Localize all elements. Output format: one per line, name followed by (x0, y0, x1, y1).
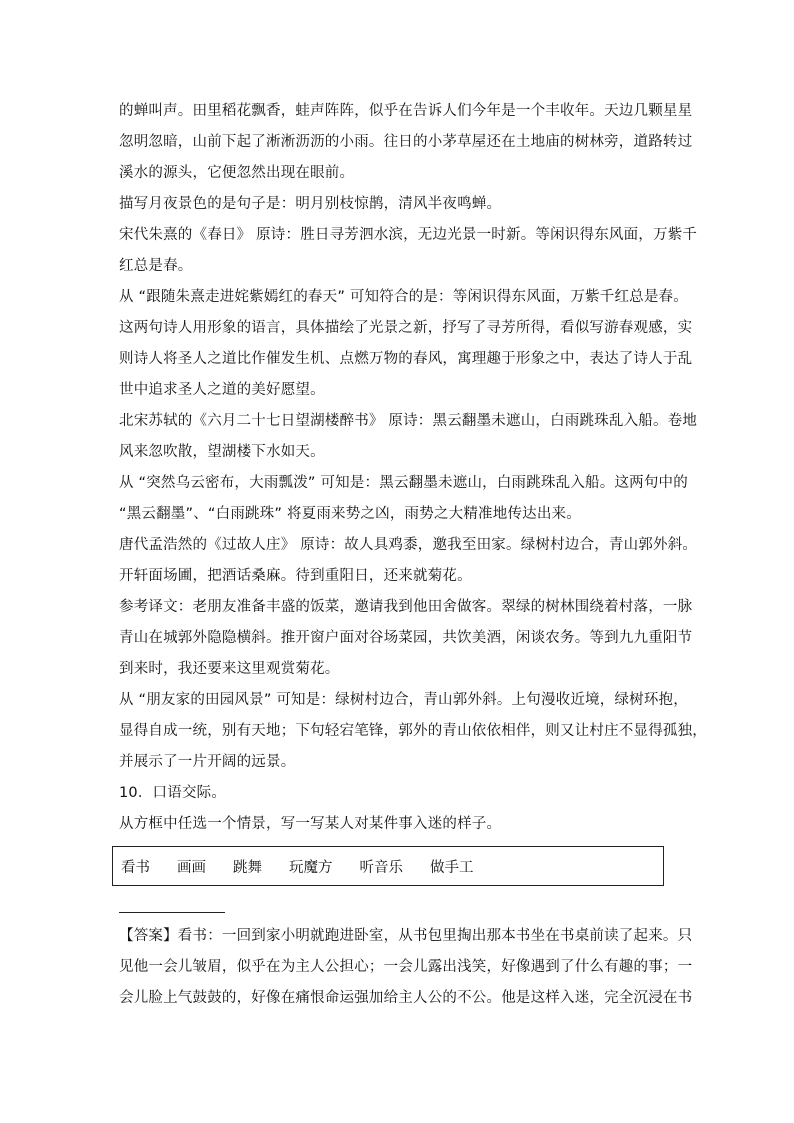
text-line: 显得自成一统，别有天地；下句轻宕笔锋，郭外的青山依依相伴，则又让村庄不显得孤独， (119, 723, 707, 739)
text-line: 溪水的源头，它便忽然出现在眼前。 (119, 165, 355, 181)
answer-divider (119, 912, 225, 913)
text-line: 红总是春。 (119, 258, 193, 274)
text-line: 北宋苏轼的《六月二十七日望湖楼醉书》 原诗：黑云翻墨未遮山，白雨跳珠乱入船。卷地 (119, 413, 698, 429)
options-box (112, 846, 664, 886)
text-line: 忽明忽暗，山前下起了淅淅沥沥的小雨。往日的小茅草屋还在土地庙的树林旁，道路转过 (119, 134, 693, 150)
option-item: 看书 (121, 859, 150, 876)
text-line: 从 “跟随朱熹走进姹紫嫣红的春天” 可知符合的是：等闲识得东风面，万紫千红总是春。 (119, 289, 688, 305)
main-text (119, 96, 707, 840)
answer-line: 见他一会儿皱眉，似乎在为主人公担心；一会儿露出浅笑，好像遇到了什么有趣的事；一 (119, 959, 693, 975)
answer-line: 【答案】看书：一回到家小明就跑进卧室，从书包里掏出那本书坐在书桌前读了起来。只 (119, 928, 693, 944)
option-item: 做手工 (430, 859, 474, 876)
text-line: 的蝉叫声。田里稻花飘香，蛙声阵阵，似乎在告诉人们今年是一个丰收年。天边几颗星星 (119, 103, 693, 119)
text-line: 参考译文：老朋友准备丰盛的饭菜，邀请我到他田舍做客。翠绿的树林围绕着村落，一脉 (119, 599, 693, 615)
document-body (119, 96, 707, 840)
text-line: 唐代孟浩然的《过故人庄》 原诗：故人具鸡黍，邀我至田家。绿树村边合，青山郭外斜。 (119, 537, 698, 553)
question-heading: 10．口语交际。 (119, 785, 227, 801)
text-line: 世中追求圣人之道的美好愿望。 (119, 382, 325, 398)
answer-line: 会儿脸上气鼓鼓的，好像在痛恨命运强加给主人公的不公。他是这样入迷，完全沉浸在书 (119, 990, 693, 1006)
text-line: 从 “朋友家的田园风景” 可知是：绿树村边合，青山郭外斜。上句漫收近境，绿树环抱， (119, 692, 688, 708)
text-line: 风来忽吹散，望湖楼下水如天。 (119, 444, 325, 460)
text-line: 则诗人将圣人之道比作催发生机、点燃万物的春风，寓理趣于形象之中，表达了诗人于乱 (119, 351, 693, 367)
text-line: 青山在城郭外隐隐横斜。推开窗户面对谷场菜园，共饮美酒，闲谈农务。等到九九重阳节 (119, 630, 693, 646)
text-line: 并展示了一片开阔的远景。 (119, 754, 296, 770)
option-item: 画画 (177, 859, 206, 876)
text-line: 开轩面场圃，把酒话桑麻。待到重阳日，还来就菊花。 (119, 568, 472, 584)
option-item: 玩魔方 (289, 859, 333, 876)
text-line: 宋代朱熹的《春日》 原诗：胜日寻芳泗水滨，无边光景一时新。等闲识得东风面，万紫千 (119, 227, 698, 243)
text-line: 从 “突然乌云密布，大雨瓢泼” 可知是：黑云翻墨未遮山，白雨跳珠乱入船。这两句中的 (119, 475, 688, 491)
text-line: 到来时，我还要来这里观赏菊花。 (119, 661, 340, 677)
text-line: “黑云翻墨”、“白雨跳珠” 将夏雨来势之凶，雨势之大精准地传达出来。 (119, 506, 581, 522)
answer-text (119, 921, 693, 1014)
option-item: 听音乐 (359, 859, 403, 876)
question-prompt: 从方框中任选一个情景，写一写某人对某件事入迷的样子。 (119, 816, 502, 832)
text-line: 这两句诗人用形象的语言，具体描绘了光景之新，抒写了寻芳所得，看似写游春观感，实 (119, 320, 693, 336)
option-item: 跳舞 (233, 859, 262, 876)
text-line: 描写月夜景色的是句子是：明月别枝惊鹊，清风半夜鸣蝉。 (119, 196, 502, 212)
